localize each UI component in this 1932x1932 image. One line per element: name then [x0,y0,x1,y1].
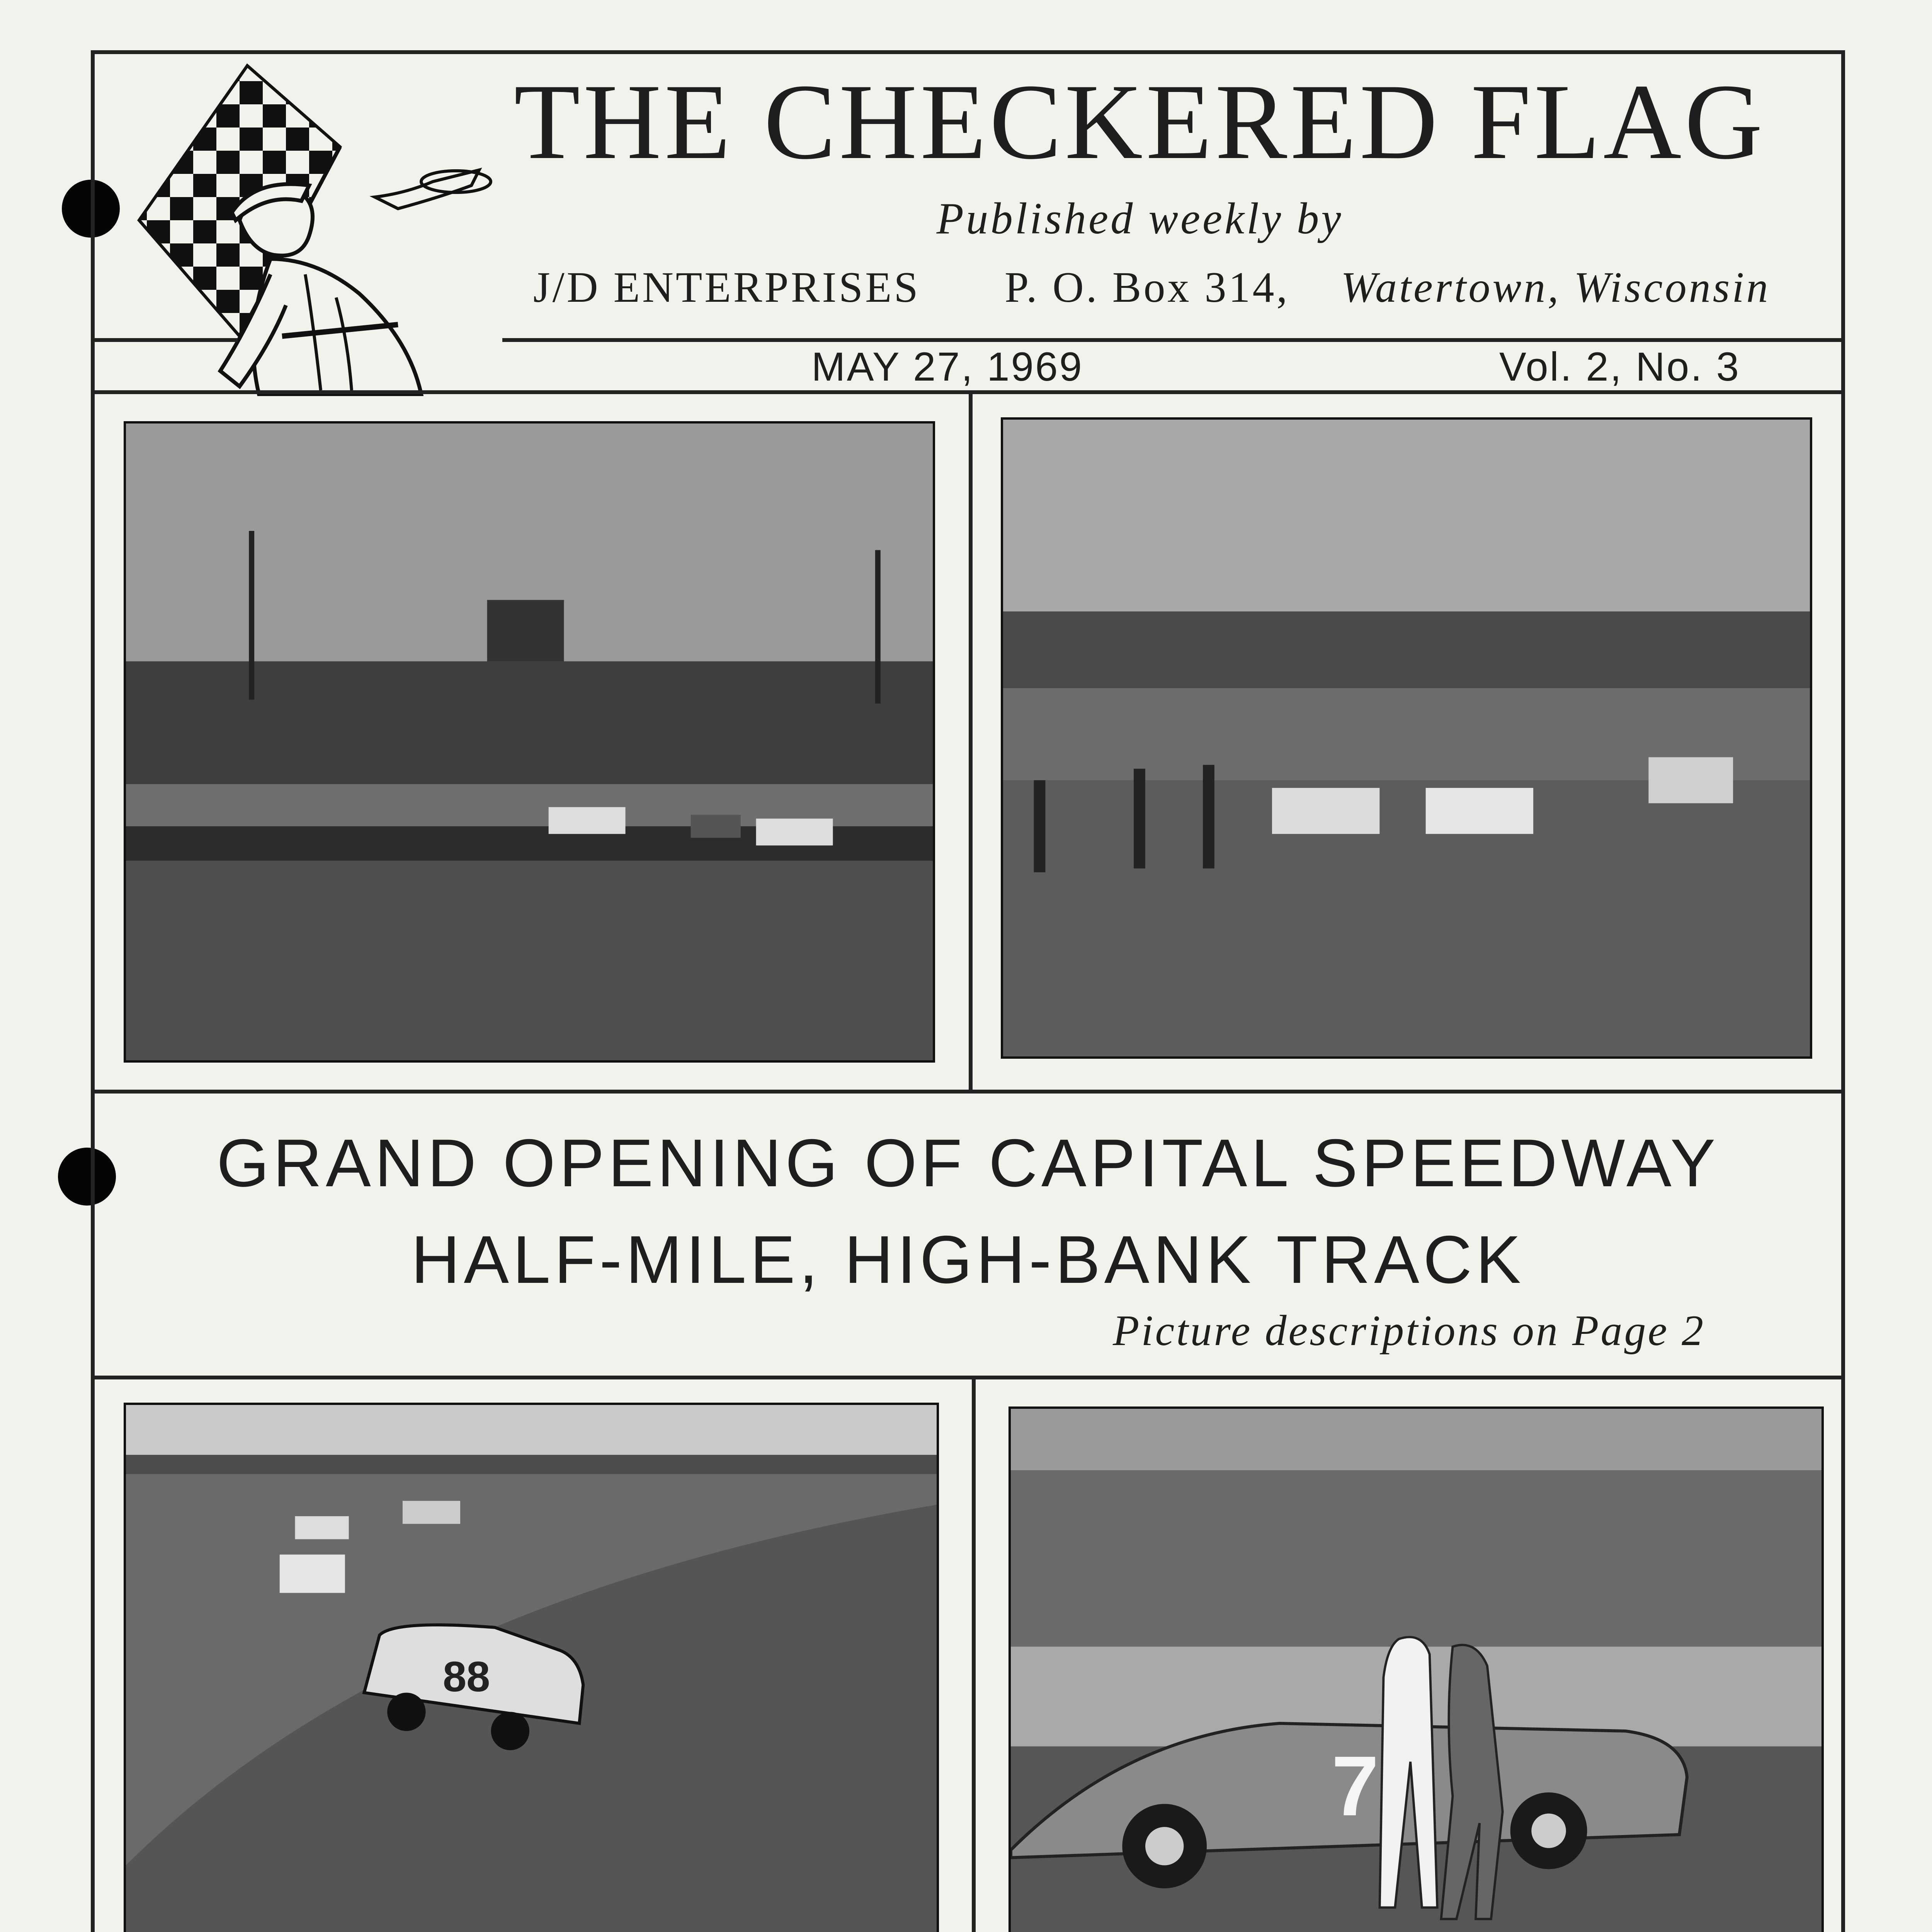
headline-line-1: GRAND OPENING OF CAPITAL SPEEDWAY [216,1126,1719,1201]
title-rule [91,338,238,342]
picture-descriptions-note: Picture descriptions on Page 2 [1113,1307,1706,1355]
publisher-city: Watertown, Wisconsin [1341,264,1770,311]
photo-winner-presentation [1009,1406,1824,1932]
date-divider [91,390,1845,394]
car-number-7: 7 [1332,1738,1379,1833]
photo-cars-on-banking [124,1403,939,1932]
published-weekly: Published weekly by [936,194,1344,243]
masthead-divider [502,338,1841,342]
publisher-name: J/D ENTERPRISES [533,264,920,311]
po-box: P. O. Box 314, [1005,264,1290,311]
photo-column-divider-top [969,390,973,1094]
photo-row-divider-top [91,1090,1845,1094]
headline-line-2: HALF-MILE, HIGH-BANK TRACK [411,1222,1525,1298]
photo-pit-area [1001,417,1812,1059]
newspaper-title: THE CHECKERED FLAG [514,61,1766,182]
photo-grandstand-race [124,421,935,1063]
photo-column-divider-bottom [972,1376,976,1932]
issue-volume: Vol. 2, No. 3 [1499,344,1741,389]
car-number-88: 88 [443,1653,490,1701]
flagman-illustration [124,58,502,398]
issue-date: MAY 27, 1969 [811,344,1083,389]
headline-divider [91,1376,1845,1379]
